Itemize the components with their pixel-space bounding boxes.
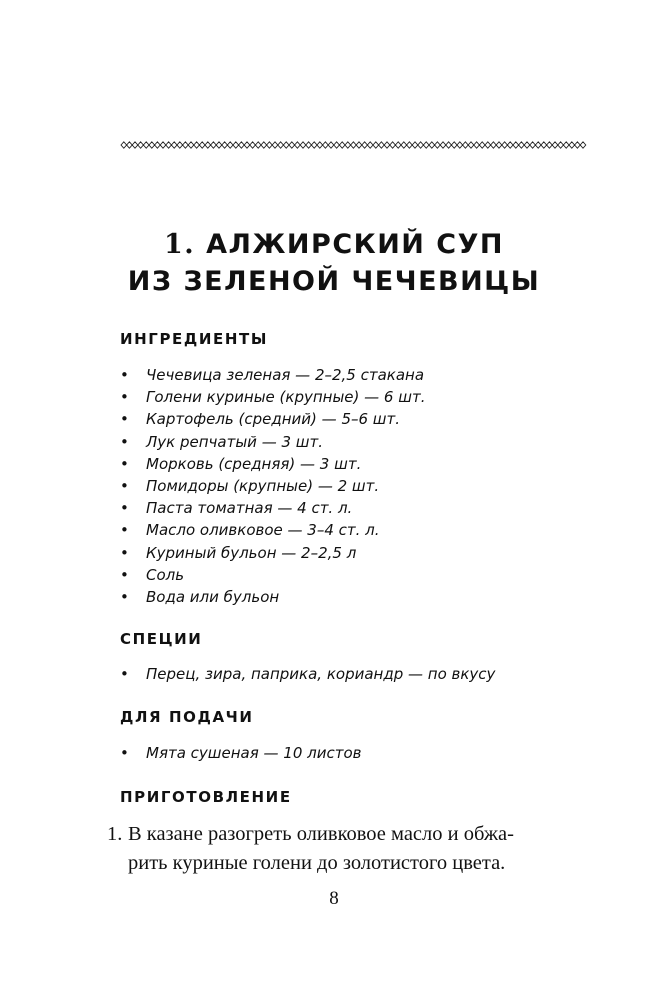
serving-item: • Мята сушеная — 10 листов <box>120 742 362 764</box>
decorative-divider <box>120 138 590 152</box>
recipe-title-text-1: АЛЖИРСКИЙ СУП <box>206 229 505 260</box>
preparation-steps <box>107 820 587 878</box>
ingredient-item: • Соль <box>120 564 425 586</box>
page-number: 8 <box>329 888 339 909</box>
step-number: 1. <box>107 823 123 845</box>
ingredients-heading: ИНГРЕДИЕНТЫ <box>120 330 268 348</box>
ingredient-item: • Куриный бульон — 2–2,5 л <box>120 542 425 564</box>
ingredient-item: • Лук репчатый — 3 шт. <box>120 431 425 453</box>
ingredient-item: • Морковь (средняя) — 3 шт. <box>120 453 425 475</box>
ingredient-item: • Паста томатная — 4 ст. л. <box>120 497 425 519</box>
ingredient-item: • Картофель (средний) — 5–6 шт. <box>120 408 425 430</box>
recipe-title <box>0 226 668 300</box>
preparation-step <box>107 820 587 878</box>
ingredient-item: • Чечевица зеленая — 2–2,5 стакана <box>120 364 425 386</box>
preparation-heading: ПРИГОТОВЛЕНИЕ <box>120 788 292 806</box>
step-text-line-2: рить куриные голени до золотистого цвета. <box>128 852 506 874</box>
ingredient-item: • Масло оливковое — 3–4 ст. л. <box>120 519 425 541</box>
ingredients-list <box>120 364 425 608</box>
serving-heading: ДЛЯ ПОДАЧИ <box>120 708 254 726</box>
recipe-title-line-1 <box>0 226 668 263</box>
serving-list <box>120 742 362 764</box>
recipe-title-line-2: ИЗ ЗЕЛЕНОЙ ЧЕЧЕВИЦЫ <box>127 266 541 297</box>
ingredient-item: • Голени куриные (крупные) — 6 шт. <box>120 386 425 408</box>
spice-item: • Перец, зира, паприка, кориандр — по вкусу <box>120 663 495 685</box>
spices-heading: СПЕЦИИ <box>120 630 203 648</box>
ingredient-item: • Помидоры (крупные) — 2 шт. <box>120 475 425 497</box>
ingredient-item: • Вода или бульон <box>120 586 425 608</box>
spices-list <box>120 663 495 685</box>
recipe-number: 1. <box>163 229 196 260</box>
step-text-line-1: В казане разогреть оливковое масло и обжа- <box>128 823 514 845</box>
